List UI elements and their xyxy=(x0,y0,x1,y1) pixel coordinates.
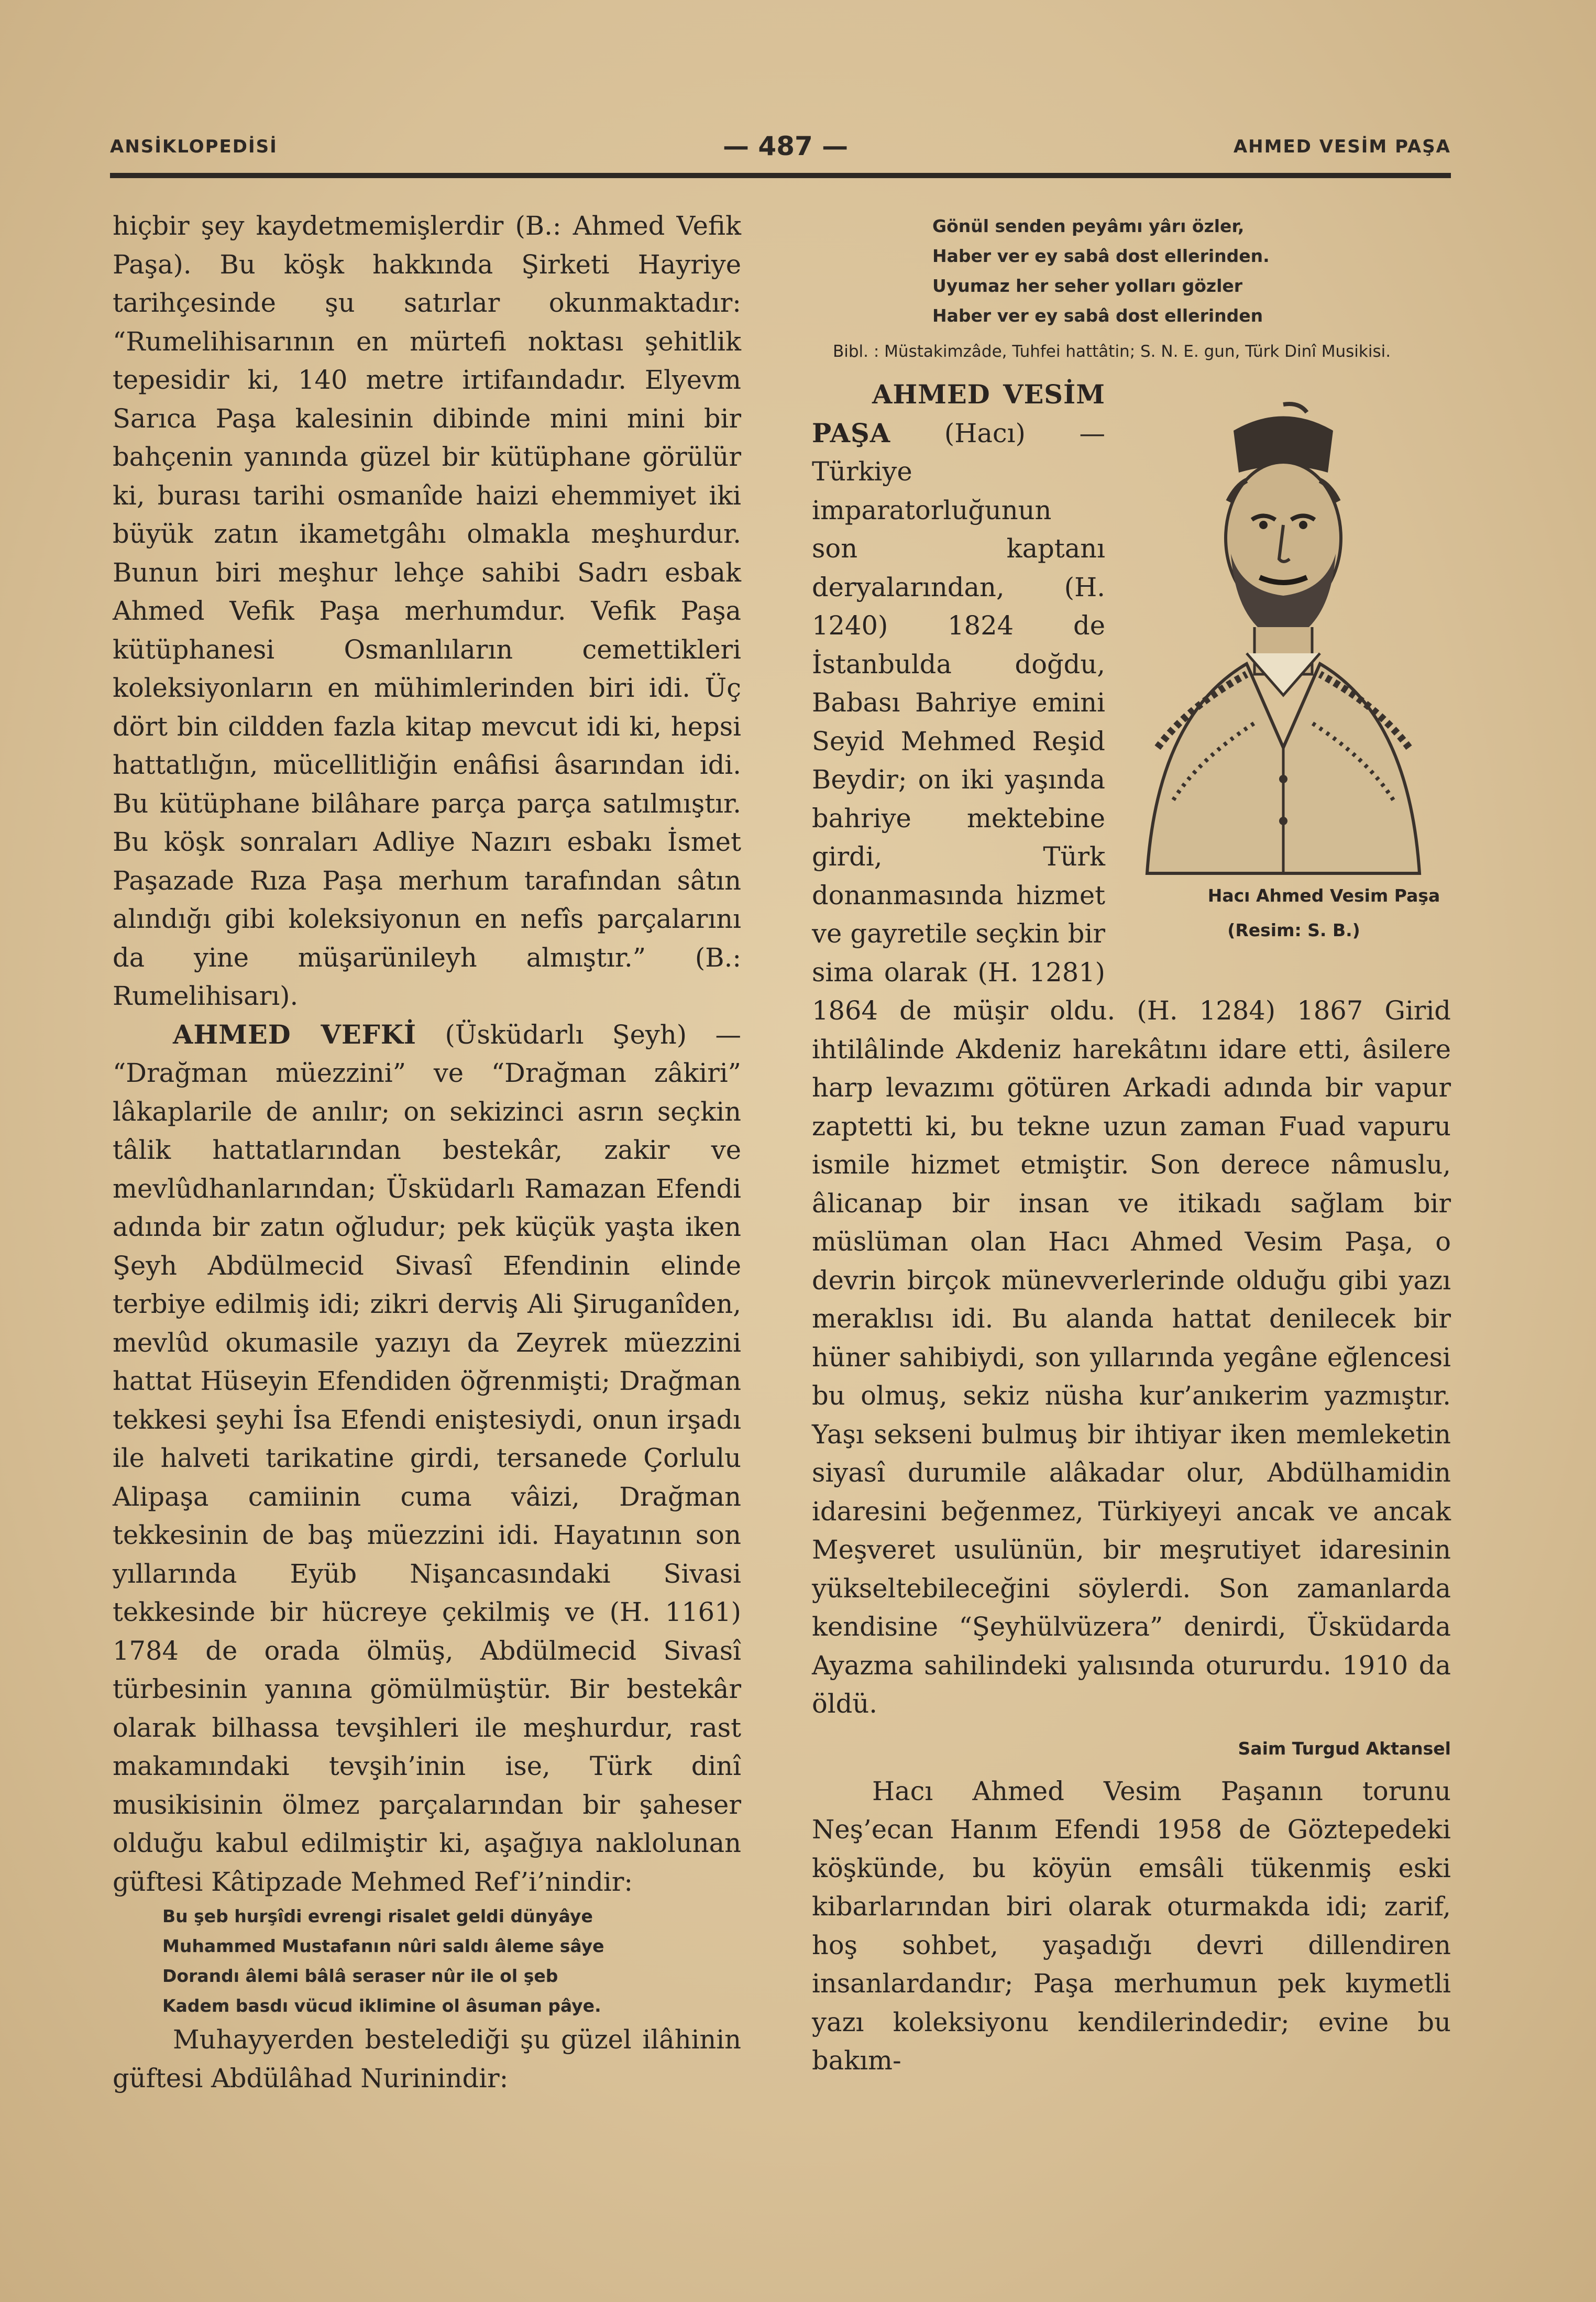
portrait-illustration xyxy=(1126,381,1440,879)
author-signature: Saim Turgud Aktansel xyxy=(1238,1738,1451,1759)
left-verse-line: Dorandı âlemi bâlâ seraser nûr ile ol şeb xyxy=(162,1966,558,1986)
right-verse xyxy=(812,211,1451,331)
entry-ahmed-vefki-title: AHMED VEFKİ xyxy=(173,1019,417,1050)
left-verse-line: Muhammed Mustafanın nûri saldı âleme sâye xyxy=(162,1936,604,1956)
right-verse-line: Gönül senden peyâmı yârı özler, xyxy=(932,216,1245,236)
entry-ahmed-vesim-title: AHMED VESİM PAŞA xyxy=(812,379,1105,448)
caption-name: Hacı Ahmed Vesim Paşa xyxy=(1207,885,1440,906)
right-verse-line: Haber ver ey sabâ dost ellerinden xyxy=(932,305,1263,326)
header-left-title: ANSİKLOPEDİSİ xyxy=(110,136,278,157)
header-right-title: AHMED VESİM PAŞA xyxy=(1233,136,1451,157)
portrait-caption xyxy=(1137,879,1451,948)
right-paragraph-final: Hacı Ahmed Vesim Paşanın torunu Neş’ecan Hanım Efendi 1958 de Göztepedeki köşkünde, bu köyün emsâli tükenmiş eski kibarlarından biri olarak oturmakda idi; zarif, hoş sohbet, yaşadığı devri dillendiren insanlardandır; Paşa merhumun pek kıymetli yazı koleksiyonu kendilerindedir; evine bu bakım- xyxy=(812,1775,1451,2076)
left-paragraph-3: Muhayyerden bestelediği şu güzel ilâhinin güftesi Abdülâhad Nurinindir: xyxy=(113,2024,741,2093)
left-paragraph-1: hiçbir şey kaydetmemişlerdir (B.: Ahmed Vefik Paşa). Bu köşk hakkında Şirketi Hayriye tarihçesinde şu satırlar okunmaktadır: “Rumelihisarının en mürtefi noktası şehitlik tepesidir ki, 140 metre irtifaındadır. Elyevm Sarıca Paşa kalesinin dibinde mini mini bir bahçenin yanında güzel bir kütüphane görülür ki, burası tarihi osmanîde haizi ehemmiyet iki büyük zatın ikametgâhı olmakla meşhurdur. Bunun biri meşhur lehçe sahibi Sadrı esbak Ahmed Vefik Paşa merhumdur. Vefik Paşa kütüphanesi Osmanlıların cemettikleri koleksiyonların en mühimlerinden biri idi. Üç dört bin cildden fazla kitap mevcut idi ki, hepsi hattatlığın, mücellitliğin enâfisi âsarından idi. Bu kütüphane bilâhare parça parça satılmıştır. Bu köşk sonraları Adliye Nazırı esbakı İsmet Paşazade Rıza Paşa merhum tarafından sâtın alındığı gibi koleksiyonun en nefîs parçalarını da yine müşarünileyh almıştır.” (B.: Rumelihisarı). xyxy=(113,211,741,1011)
left-verse xyxy=(113,1901,741,2021)
entry-ahmed-vefki-text: (Üsküdarlı Şeyh) — “Drağman müezzini” ve “Drağman zâkiri” lâkaplarile de anılır; on sekizinci asrın seçkin tâlik hattatlarından bestekâr, zakir ve mevlûdhanlarından; Üsküdarlı Ramazan Efendi adında bir zatın oğludur; pek küçük yaşta iken Şeyh Abdülmecid Sivasî Efendinin elinde terbiye edilmiş idi; zikri derviş Ali Şiruganîden, mevlûd okumasile yazıyı da Zeyrek müezzini hattat Hüseyin Efendiden öğrenmişti; Drağman tekkesi şeyhi İsa Efendi eniştesiydi, onun irşadı ile halveti tarikatine girdi, tersanede Çorlulu Alipaşa camiinin cuma vâizi, Drağman tekkesinin de baş müezzini idi. Hayatının son yıllarında Eyüb Nişancasındaki Sivasi tekkesinde bir hücreye çekilmiş ve (H. 1161) 1784 de orada ölmüş, Abdülmecid Sivasî türbesinin yanına gömülmüştür. Bir bestekâr olarak bilhassa tevşihleri ile meşhurdur, rast makamındaki tevşih’inin ise, Türk dinî musikisinin ölmez parçalarından bir şaheser olduğu kabul edilmiştir ki, aşağıya naklolunan güftesi Kâtipzade Mehmed Ref’i’nindir: xyxy=(113,1019,741,1897)
left-verse-line: Kadem basdı vücud iklimine ol âsuman pâye. xyxy=(162,1996,601,2016)
left-verse-line: Bu şeb hurşîdi evrengi risalet geldi dünyâye xyxy=(162,1906,593,1926)
caption-credit: (Resim: S. B.) xyxy=(1227,920,1360,940)
portrait-figure xyxy=(1116,376,1451,983)
left-column xyxy=(113,207,741,2098)
header-rule xyxy=(110,173,1451,178)
right-verse-line: Uyumaz her seher yolları gözler xyxy=(932,276,1243,296)
entry-ahmed-vefki xyxy=(113,1016,741,1902)
entry-ahmed-vesim-pasa xyxy=(812,376,1451,1724)
bibliography: Bibl. : Müstakimzâde, Tuhfei hattâtin; S. N. E. gun, Türk Dinî Musikisi. xyxy=(833,342,1391,361)
page-header xyxy=(110,131,1451,173)
entry-ahmed-vesim-text: (Hacı) — Türkiye imparatorluğunun son kaptanı deryalarından, (H. 1240) 1824 de İstanbulda doğdu, Babası Bahriye emini Seyid Mehmed Reşid Beydir; on iki yaşında bahriye mektebine girdi, Türk donanmasında hizmet ve gayretile seçkin bir sima olarak (H. 1281) 1864 de müşir oldu. (H. 1284) 1867 Girid ihtilâlinde Akdeniz harekâtını idare etti, âsilere harp levazımı götüren Arkadi adında bir vapur zaptetti ki, bu tekne uzun zaman Fuad vapuru ismile hizmet etmiştir. Son derece nâmuslu, âlicanap bir insan ve itikadı sağlam bir müslüman olan Hacı Ahmed Vesim Paşa, o devrin birçok münevverlerinde olduğu gibi yazı meraklısı idi. Bu alanda hattat denilecek bir hüner sahibiydi, son yıllarında yegâne eğlencesi bu olmuş, sekiz nüsha kur’anıkerim yazmıştır. Yaşı sekseni bulmuş bir ihtiyar iken memleketin siyasî durumile alâkadar olur, Abdülhamidin idaresini beğenmez, Türkiyeyi ancak ve ancak Meşveret usulünün, bir meşrutiyet idaresinin yükseltebileceğini söylerdi. Son zamanlarda kendisine “Şeyhülvüzera” denirdi, Üsküdarda Ayazma sahilindeki yalısında otururdu. 1910 da öldü. xyxy=(812,418,1451,1719)
right-column xyxy=(812,207,1451,2080)
page-number: — 487 — xyxy=(723,131,849,161)
right-verse-line: Haber ver ey sabâ dost ellerinden. xyxy=(932,246,1270,266)
